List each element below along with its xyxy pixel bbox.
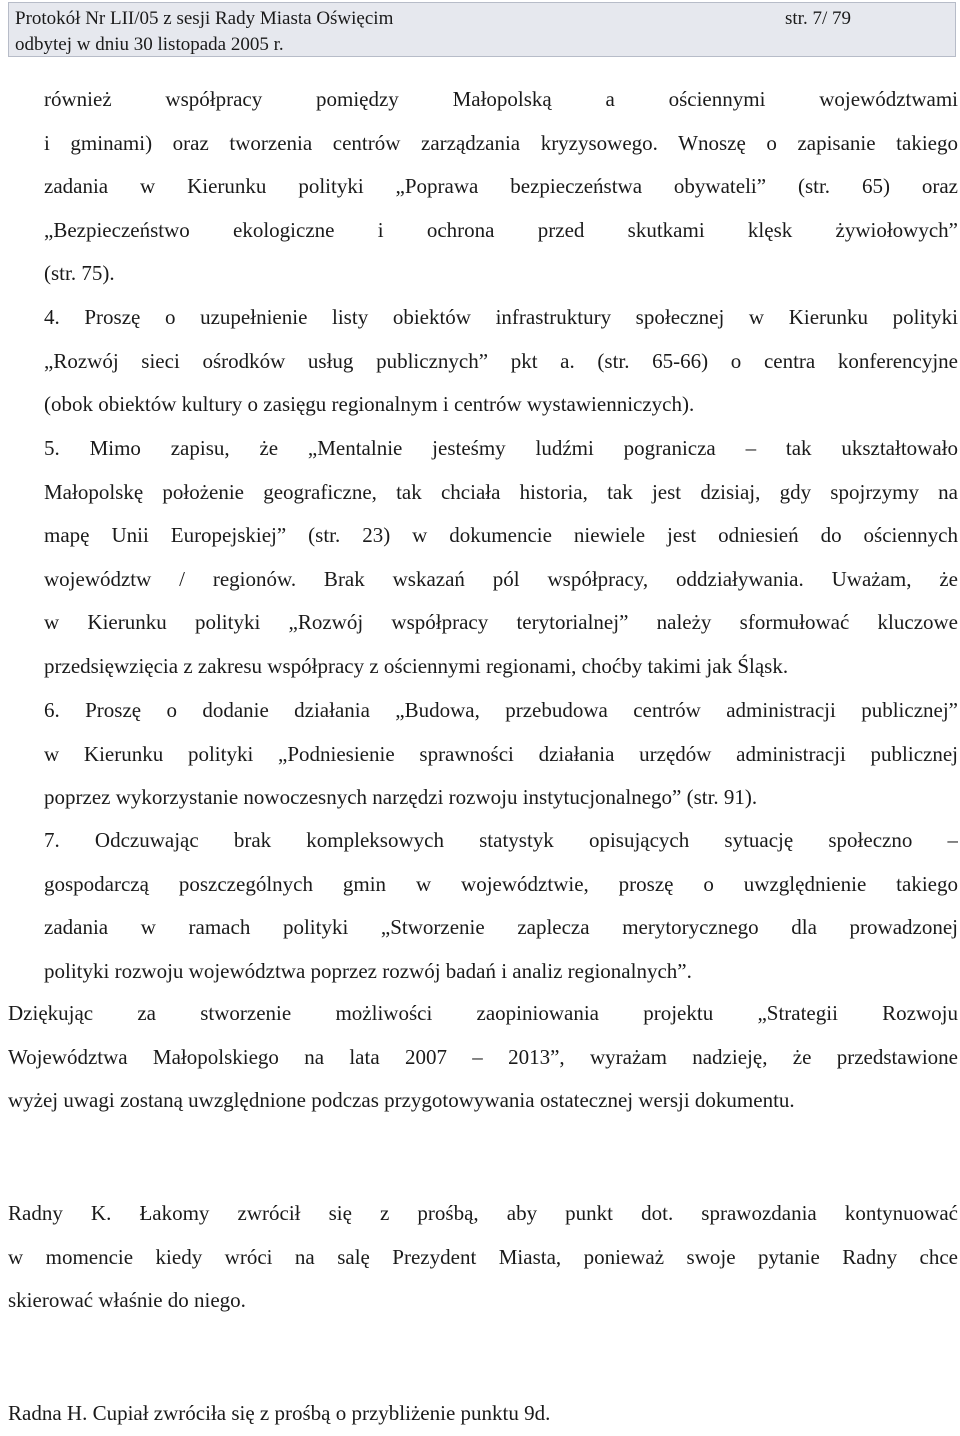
- text-line: Małopolskę położenie geograficzne, tak chciała historia, tak jest dzisiaj, gdy spojrzymy na: [44, 479, 958, 504]
- text-line: „Bezpieczeństwo ekologiczne i ochrona przed skutkami klęsk żywiołowych”: [44, 217, 958, 242]
- text-line: również współpracy pomiędzy Małopolską a ościennymi województwami: [44, 87, 958, 111]
- paragraph-continuation: [44, 78, 958, 296]
- header-date: odbytej w dniu 30 listopada 2005 r.: [15, 34, 284, 55]
- page-header: [8, 2, 956, 57]
- text-line: Województwa Małopolskiego na lata 2007 – 2013”, wyrażam nadzieję, że przedstawione: [8, 1044, 958, 1069]
- text-line: zadania w Kierunku polityki „Poprawa bezpieczeństwa obywateli” (str. 65) oraz: [44, 174, 958, 199]
- text-line: poprzez wykorzystanie nowoczesnych narzędzi rozwoju instytucjonalnego” (str. 91).: [44, 785, 758, 810]
- text-line: skierować właśnie do niego.: [8, 1288, 246, 1313]
- text-line: i gminami) oraz tworzenia centrów zarządzania kryzysowego. Wnoszę o zapisanie takiego: [44, 130, 958, 155]
- text-line: (str. 75).: [44, 261, 115, 286]
- text-line: przedsięwzięcia z zakresu współpracy z ościennymi regionami, choćby takimi jak Śląsk.: [44, 653, 789, 678]
- text-line: w momencie kiedy wróci na salę Prezydent Miasta, ponieważ swoje pytanie Radny chce: [8, 1244, 958, 1269]
- text-line: 7. Odczuwając brak kompleksowych statystyk opisujących sytuację społeczno –: [44, 828, 958, 852]
- text-line: gospodarczą poszczególnych gmin w województwie, proszę o uwzględnienie takiego: [44, 871, 958, 896]
- text-line: 5. Mimo zapisu, że „Mentalnie jesteśmy ludźmi pogranicza – tak ukształtowało: [44, 436, 958, 460]
- text-line: 4. Proszę o uzupełnienie listy obiektów infrastruktury społecznej w Kierunku polityki: [44, 305, 958, 329]
- list-item-7: [44, 819, 958, 993]
- closing-paragraph: [8, 992, 958, 1123]
- radna-paragraph: [8, 1392, 958, 1436]
- list-item-5: [44, 427, 958, 689]
- page-number: str. 7/ 79: [785, 8, 851, 29]
- text-line: 6. Proszę o dodanie działania „Budowa, przebudowa centrów administracji publicznej”: [44, 698, 958, 722]
- text-line: mapę Unii Europejskiej” (str. 23) w dokumencie niewiele jest odniesień do ościennych: [44, 523, 958, 548]
- text-line: „Rozwój sieci ośrodków usług publicznych” pkt a. (str. 65-66) o centra konferencyjne: [44, 348, 958, 373]
- text-line: Radny K. Łakomy zwrócił się z prośbą, aby punkt dot. sprawozdania kontynuować: [8, 1201, 958, 1225]
- text-line: województw / regionów. Brak wskazań pól współpracy, oddziaływania. Uważam, że: [44, 566, 958, 591]
- header-title: Protokół Nr LII/05 z sesji Rady Miasta Oświęcim: [15, 8, 394, 29]
- list-item-4: [44, 296, 958, 427]
- list-item-6: [44, 689, 958, 820]
- text-line: polityki rozwoju województwa poprzez rozwój badań i analiz regionalnych”.: [44, 958, 692, 983]
- text-line: zadania w ramach polityki „Stworzenie zaplecza merytorycznego dla prowadzonej: [44, 915, 958, 940]
- radny-paragraph: [8, 1192, 958, 1323]
- text-line: w Kierunku polityki „Rozwój współpracy terytorialnej” należy sformułować kluczowe: [44, 610, 958, 635]
- text-line: w Kierunku polityki „Podniesienie sprawności działania urzędów administracji publicznej: [44, 741, 958, 766]
- text-line: Dziękując za stworzenie możliwości zaopiniowania projektu „Strategii Rozwoju: [8, 1001, 958, 1025]
- text-line: (obok obiektów kultury o zasięgu regionalnym i centrów wystawienniczych).: [44, 392, 695, 417]
- text-line: Radna H. Cupiał zwróciła się z prośbą o przybliżenie punktu 9d.: [8, 1401, 551, 1425]
- text-line: wyżej uwagi zostaną uwzględnione podczas przygotowywania ostatecznej wersji dokumentu.: [8, 1088, 795, 1113]
